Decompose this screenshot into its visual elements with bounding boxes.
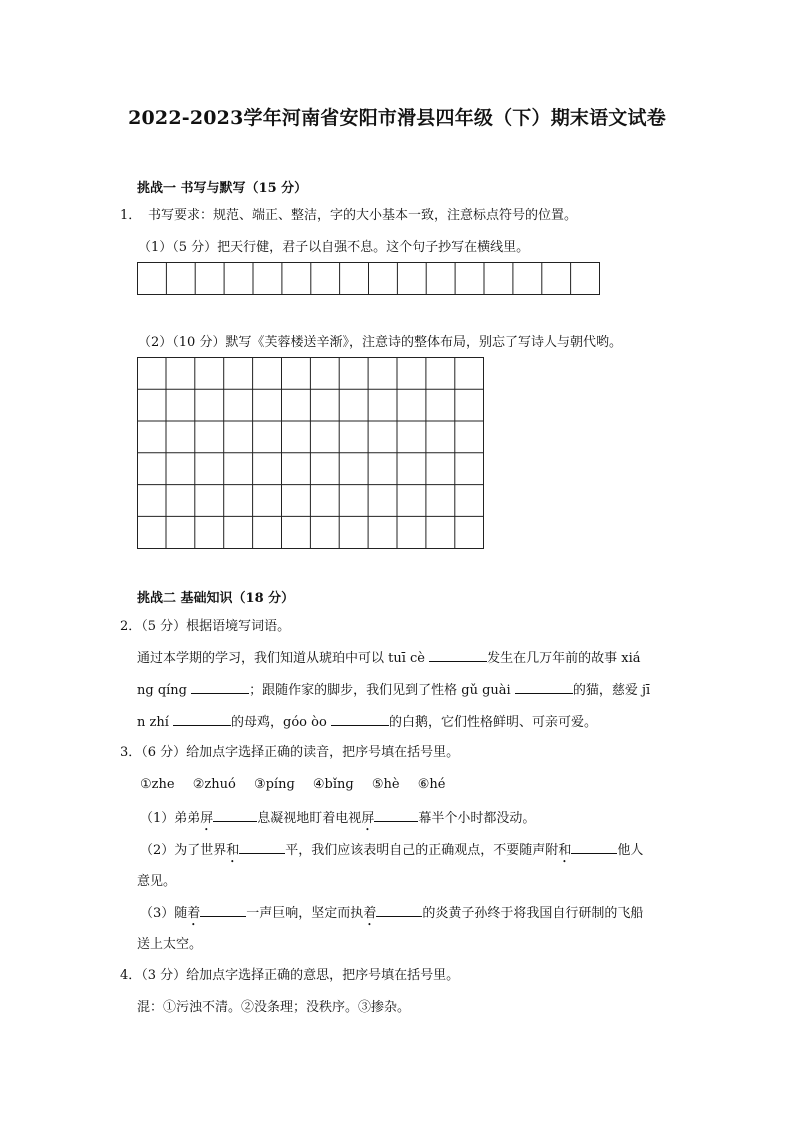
question-4-definitions: 混：①污浊不清。②没条理；没秩序。③掺杂。: [137, 1000, 411, 1015]
q3-s3-b: 一声巨响，坚定而执: [246, 906, 364, 921]
answer-blank[interactable]: [429, 649, 487, 662]
question-4-stem: 4．（3 分）给加点字选择正确的意思，把序号填在括号里。: [120, 968, 460, 983]
question-2-line3: [137, 713, 597, 732]
option-3: ③pínɡ: [253, 777, 295, 792]
question-2-line2: [137, 681, 650, 700]
option-5: ⑤hè: [371, 777, 400, 792]
answer-blank[interactable]: [374, 809, 418, 822]
question-1-number: 1．: [120, 208, 142, 223]
q2-line1-text-a: 通过本学期的学习，我们知道从琥珀中可以 tuī cè: [137, 651, 430, 666]
question-1-text: 书写要求：规范、端正、整洁，字的大小基本一致，注意标点符号的位置。: [148, 208, 578, 223]
answer-blank[interactable]: [239, 841, 285, 854]
option-2: ②zhuó: [192, 777, 236, 792]
q3-s1-c: 幕半个小时都没动。: [418, 811, 536, 826]
answer-blank[interactable]: [191, 681, 249, 694]
option-1: ①zhe: [140, 777, 175, 792]
q3-s2-b: 平，我们应该表明自己的正确观点，不要随声附: [285, 843, 559, 858]
q3-s2-dotted-2: 和: [558, 843, 572, 858]
answer-blank[interactable]: [376, 904, 422, 917]
q2-line1-text-b: 发生在几万年前的故事 xiá: [487, 651, 641, 666]
q3-s2-dotted-1: 和: [226, 843, 240, 858]
q3-s1-b: 息凝视地盯着电视: [257, 811, 362, 826]
question-3-sentence-3: [140, 904, 643, 929]
question-3-options: [140, 776, 459, 794]
answer-blank[interactable]: [571, 841, 617, 854]
q3-s1-dotted-2: 屏: [361, 811, 375, 826]
q2-line3-text-c: 的白鹅，它们性格鲜明、可亲可爱。: [388, 715, 597, 730]
section-heading-challenge1: 挑战一 书写与默写（15 分）: [137, 181, 308, 196]
answer-blank[interactable]: [213, 809, 257, 822]
question-1-sub2: （2）（10 分）默写《芙蓉楼送辛渐》，注意诗的整体布局，别忘了写诗人与朝代哟。: [138, 335, 622, 350]
copy-writing-grid[interactable]: [137, 262, 601, 296]
poem-writing-grid[interactable]: [137, 357, 485, 550]
q2-line2-text-c: 的猫，慈爱 jī: [572, 683, 651, 698]
q3-s3-dotted-2: 着: [363, 906, 377, 921]
answer-blank[interactable]: [515, 681, 573, 694]
q3-s2-a: （2）为了世界: [140, 843, 227, 858]
q2-line2-text-b: ；跟随作家的脚步，我们见到了性格 gǔ guài: [249, 683, 515, 698]
q3-s3-a: （3）随: [140, 906, 188, 921]
q3-s1-a: （1）弟弟: [140, 811, 201, 826]
q3-s2-c: 他人: [617, 843, 644, 858]
question-3-sentence-2-cont: 意见。: [137, 874, 177, 889]
q2-line2-text-a: ng qíng: [137, 683, 192, 698]
answer-blank[interactable]: [331, 713, 389, 726]
question-3-sentence-1: [140, 809, 535, 834]
section-heading-challenge2: 挑战二 基础知识（18 分）: [137, 591, 295, 606]
option-4: ④bǐnɡ: [312, 777, 354, 792]
q2-line3-text-b: 的母鸡，góo òo: [231, 715, 331, 730]
option-6: ⑥hé: [417, 777, 446, 792]
question-2-line1: [137, 649, 641, 668]
answer-blank[interactable]: [173, 713, 231, 726]
q3-s3-c: 的炎黄子孙终于将我国自行研制的飞船: [422, 906, 644, 921]
question-3-sentence-2: [140, 841, 643, 866]
question-2-stem: 2．（5 分）根据语境写词语。: [120, 619, 291, 634]
answer-blank[interactable]: [200, 904, 246, 917]
q3-s3-dotted-1: 着: [187, 906, 201, 921]
page-title: 2022-2023学年河南省安阳市滑县四年级（下）期末语文试卷: [128, 107, 666, 129]
question-3-sentence-3-cont: 送上太空。: [137, 937, 203, 952]
q2-line3-text-a: n zhí: [137, 715, 174, 730]
question-3-stem: 3．（6 分）给加点字选择正确的读音，把序号填在括号里。: [120, 745, 460, 760]
question-1-sub1: （1）（5 分）把天行健，君子以自强不息。这个句子抄写在横线里。: [138, 240, 530, 255]
q3-s1-dotted-1: 屏: [200, 811, 214, 826]
